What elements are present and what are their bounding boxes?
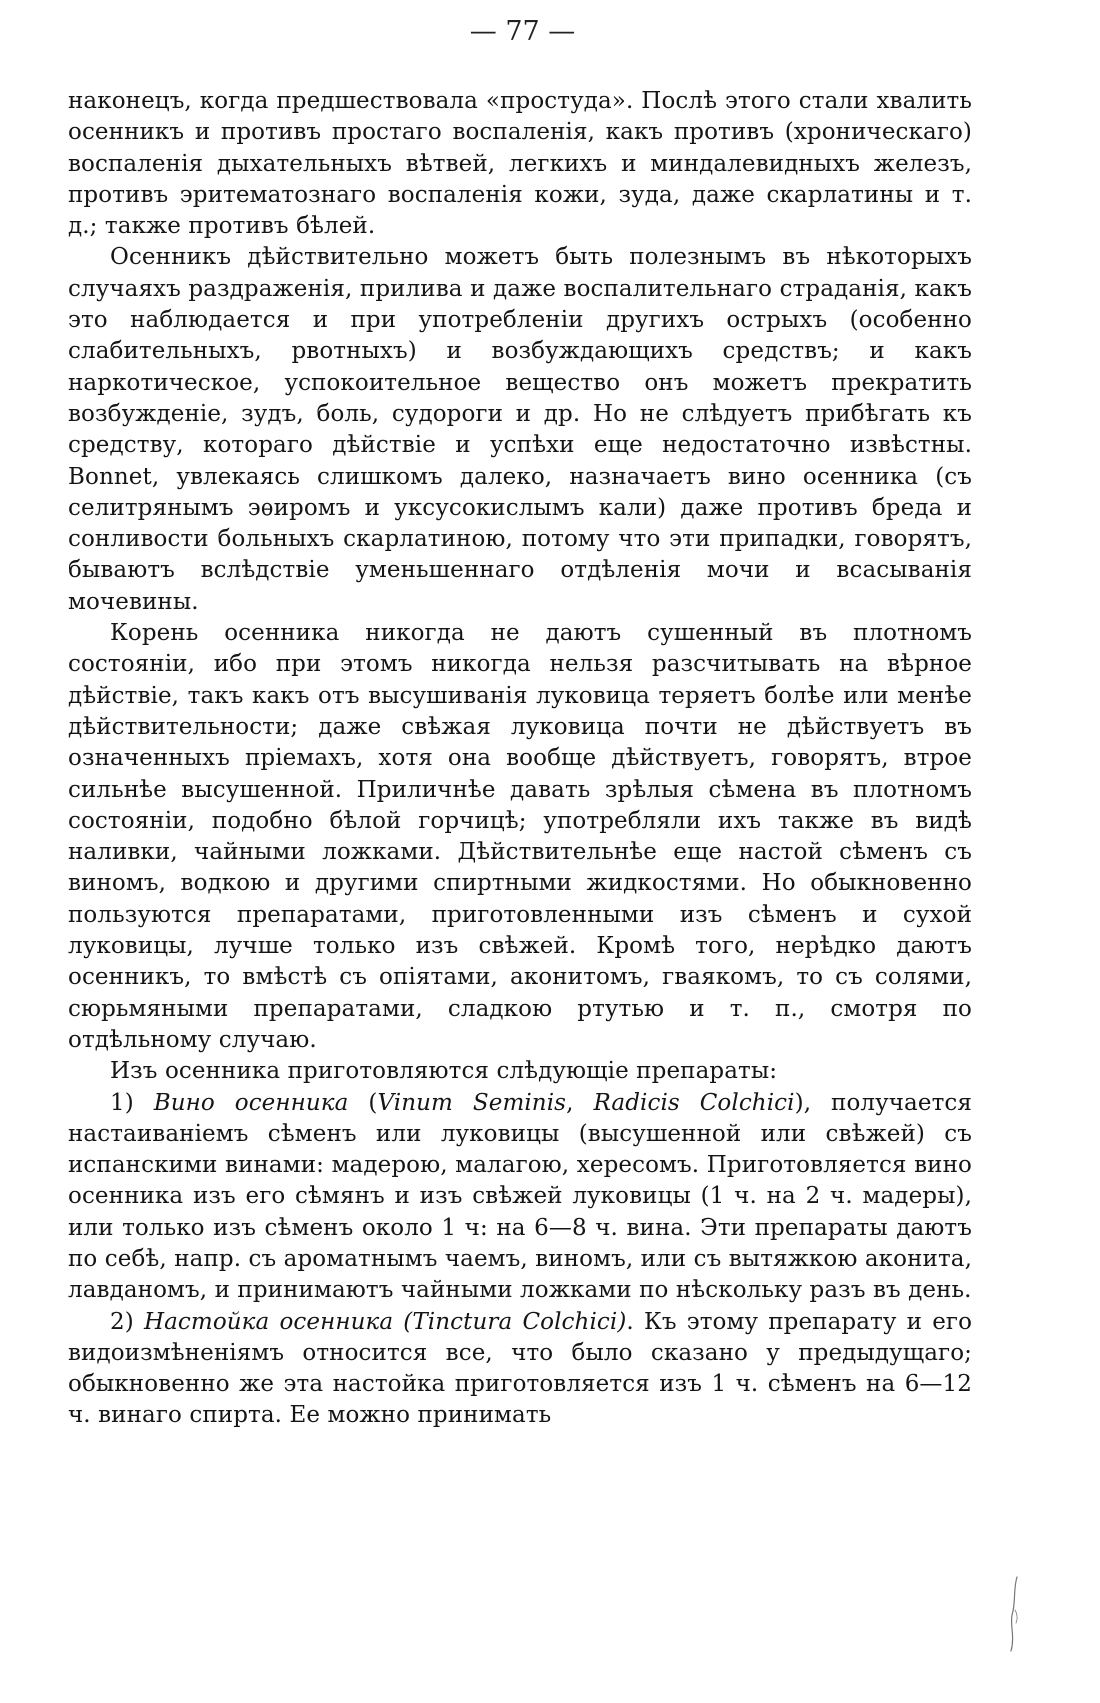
preparation-item-wine — [68, 1088, 972, 1307]
preparation-item-tincture — [68, 1307, 972, 1432]
paragraph-osennik-effect: Осенникъ дѣйствительно можетъ быть полезнымъ въ нѣкоторыхъ случаяхъ раздраженія, прилива и даже воспалительнаго страданія, какъ это наблюдается и при употребленіи другихъ острыхъ (особенно слабительныхъ, рвотныхъ) и возбуждающихъ средствъ; и какъ наркотическое, успокоительное вещество онъ можетъ прекратить возбужденіе, зудъ, боль, судороги и др. Но не слѣдуетъ прибѣгать къ средству, котораго дѣйствіе и успѣхи еще недостаточно извѣстны. Bonnet, увлекаясь слишкомъ далеко, назначаетъ вино осенника (съ селитрянымъ эѳиромъ и уксусокислымъ кали) даже противъ бреда и сонливости больныхъ скарлатиною, потому что эти припадки, говорятъ, бываютъ вслѣдствіе уменьшеннаго отдѣленія мочи и всасыванія мочевины. — [68, 244, 972, 615]
latin-open-paren: ( — [368, 1089, 378, 1116]
item-body-tincture: . Къ этому препарату и его видоизмѣненіямъ относится все, что было сказано у предыдущаго; обыкновенно же эта настойка приготовляется изъ 1 ч. сѣменъ на 6—12 ч. винаго спирта. Ее можно принимать — [68, 1308, 973, 1429]
paragraph-root-preparation: Корень осенника никогда не даютъ сушенный въ плотномъ состояніи, ибо при этомъ никогда нельзя разсчитывать на вѣрное дѣйствіе, такъ какъ отъ высушиванія луковица теряетъ болѣе или менѣе дѣйствительности; даже свѣжая луковица почти не дѣйствуетъ въ означенныхъ пріемахъ, хотя она вообще дѣйствуетъ, говорятъ, втрое сильнѣе высушенной. Приличнѣе давать зрѣлыя сѣмена въ плотномъ состояніи, подобно бѣлой горчицѣ; употребляли ихъ также въ видѣ наливки, чайными ложками. Дѣйствительнѣе еще настой сѣменъ съ виномъ, водкою и другими спиртными жидкостями. Но обыкновенно пользуются препаратами, приготовленными изъ сѣменъ и сухой луковицы, лучше только изъ свѣжей. Кромѣ того, нерѣдко даютъ осенникъ, то вмѣстѣ съ опіятами, аконитомъ, гваякомъ, то съ солями, сюрьмяными препаратами, сладкою ртутью и т. п., смотря по отдѣльному случаю. — [68, 620, 972, 1053]
paragraph-preparations-intro: Изъ осенника приготовляются слѣдующіе препараты: — [110, 1058, 778, 1085]
page-number: — 77 — — [469, 16, 576, 47]
paragraph-continuation: наконецъ, когда предшествовала «простуда». Послѣ этого стали хвалить осенникъ и противъ простаго воспаленія, какъ противъ (хроническаго) воспаленія дыхательныхъ вѣтвей, легкихъ и миндалевидныхъ железъ, противъ эритематознаго воспаленія кожи, зуда, даже скарлатины и т. д.; также противъ бѣлей. — [68, 88, 972, 240]
latin-name-seminis: Vinum Seminis — [377, 1089, 567, 1116]
item-title-tincture: Настойка осенника — [143, 1308, 394, 1335]
item-number: 1) — [110, 1089, 134, 1116]
body-text — [68, 86, 972, 1432]
item-title-wine: Вино осенника — [153, 1089, 349, 1116]
latin-name-radicis: Radicis Colchici — [593, 1089, 795, 1116]
margin-pencil-mark — [1004, 1575, 1024, 1660]
item-body-wine: , получается настаиваніемъ сѣменъ или луковицы (высушенной или свѣжей) съ испанскими винами: мадерою, малагою, хересомъ. Приготовляется вино осенника изъ его сѣмянъ и изъ свѣжей луковицы (1 ч. на 2 ч. мадеры), или только изъ сѣменъ около 1 ч: на 6—8 ч. вина. Эти препараты даютъ по себѣ, напр. съ ароматнымъ чаемъ, виномъ, или съ вытяжкою аконита, лавданомъ, и принимаютъ чайными ложками по нѣскольку разъ въ день. — [68, 1089, 972, 1304]
latin-comma: , — [566, 1089, 574, 1116]
latin-name-tinctura: (Tinctura Colchici) — [403, 1308, 627, 1335]
latin-close-paren: ) — [794, 1089, 804, 1116]
item-number: 2) — [110, 1308, 134, 1335]
